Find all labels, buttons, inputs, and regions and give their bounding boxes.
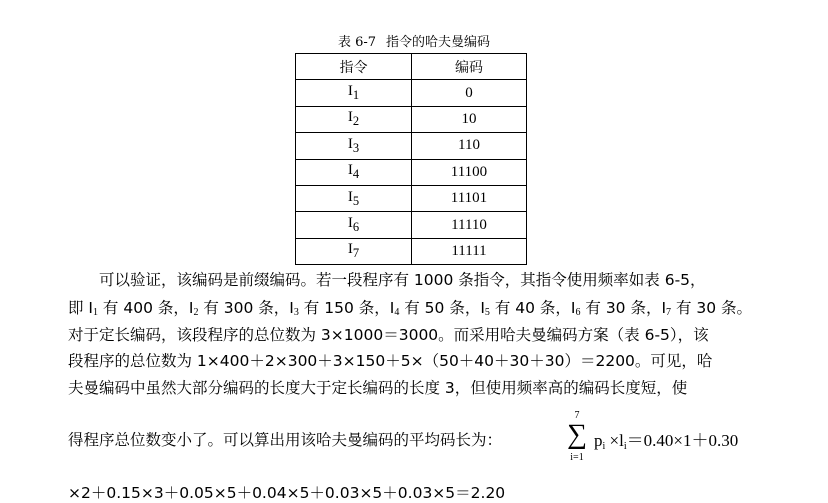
sum-lower-limit: i=1 bbox=[570, 452, 584, 463]
paragraph-line-3: 对于定长编码，该段程序的总位数为 3×1000＝3000。而采用哈夫曼编码方案（表 6-5），该 bbox=[68, 326, 709, 344]
table-row bbox=[296, 133, 527, 159]
huffman-code-table bbox=[295, 53, 527, 265]
sigma-glyph: ∑ bbox=[567, 419, 587, 450]
instruction-cell: $I_2$ bbox=[296, 106, 412, 132]
code-cell: 11101 bbox=[412, 185, 527, 211]
table-row bbox=[296, 238, 527, 264]
paragraph-line-5: 夫曼编码中虽然大部分编码的长度大于定长编码的长度 3，但使用频率高的编码长度短，使 bbox=[68, 379, 688, 397]
paragraph-line-2: 即 $I_1$ 有 400 条，$I_2$ 有 300 条，$I_3$ 有 150 条，$I_4$ 有 50 条，$I_5$ 有 40 条，$I_6$ 有 30 条，$I_7$ 有 30 条。 bbox=[68, 299, 753, 318]
sum-upper-limit: 7 bbox=[574, 410, 580, 421]
instruction-cell: $I_7$ bbox=[296, 238, 412, 264]
caption-number: 表 6-7 bbox=[337, 35, 377, 50]
average-code-length-formula: $p_i \times l_i=0.40\times 1+0.30$ bbox=[594, 431, 739, 452]
code-cell: 10 bbox=[412, 106, 527, 132]
table-caption bbox=[0, 31, 828, 50]
instruction-cell: $I_1$ bbox=[296, 80, 412, 106]
code-cell: 11100 bbox=[412, 159, 527, 185]
code-cell: 110 bbox=[412, 133, 527, 159]
instruction-cell: $I_6$ bbox=[296, 212, 412, 238]
code-cell: 11110 bbox=[412, 212, 527, 238]
instruction-cell: $I_4$ bbox=[296, 159, 412, 185]
paragraph-line-6: 得程序总位数变小了。可以算出用该哈夫曼编码的平均码长为： bbox=[68, 431, 503, 449]
table-row bbox=[296, 212, 527, 238]
paragraph-line-4: 段程序的总位数为 1×400＋2×300＋3×150＋5×（50＋40＋30＋30）＝2200。可见，哈 bbox=[68, 352, 713, 370]
table-row bbox=[296, 80, 527, 106]
table-row bbox=[296, 106, 527, 132]
header-instruction: 指令 bbox=[296, 54, 412, 80]
instruction-cell: $I_5$ bbox=[296, 185, 412, 211]
table-row bbox=[296, 185, 527, 211]
table-row bbox=[296, 159, 527, 185]
code-cell: 0 bbox=[412, 80, 527, 106]
caption-title: 指令的哈夫曼编码 bbox=[386, 35, 491, 50]
header-code: 编码 bbox=[412, 54, 527, 80]
paragraph-line-1: 可以验证，该编码是前缀编码。若一段程序有 1000 条指令，其指令使用频率如表 6-5， bbox=[68, 271, 706, 289]
instruction-cell: $I_3$ bbox=[296, 133, 412, 159]
paragraph-line-7: ×2＋0.15×3＋0.05×5＋0.04×5＋0.03×5＋0.03×5＝2.20 bbox=[68, 484, 506, 502]
table-header-row bbox=[296, 54, 527, 80]
code-cell: 11111 bbox=[412, 238, 527, 264]
